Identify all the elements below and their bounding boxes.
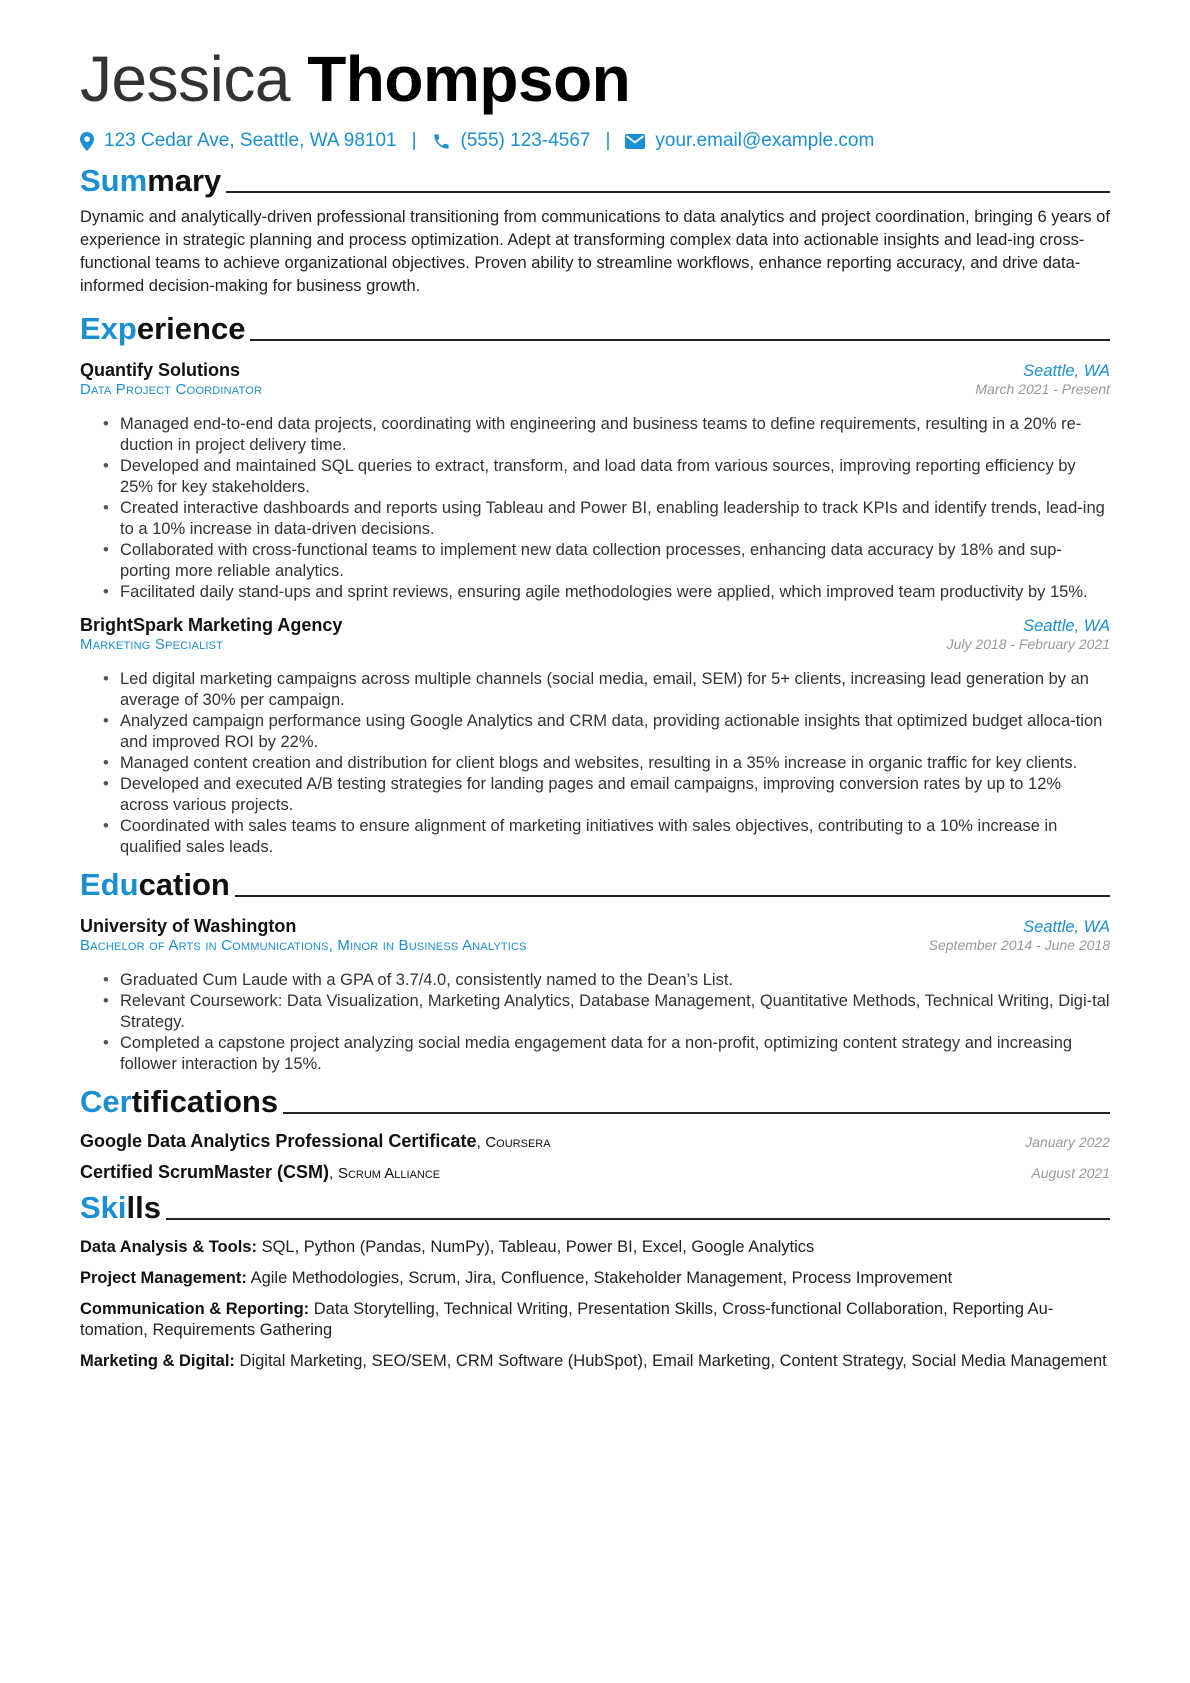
skill-category: Communication & Reporting: — [80, 1300, 310, 1318]
map-pin-icon — [80, 132, 94, 151]
cert-issuer: Scrum Alliance — [337, 1165, 441, 1182]
address-item — [80, 130, 397, 152]
summary-heading — [80, 162, 1110, 200]
cert-date: August 2021 — [1031, 1165, 1110, 1181]
heading-rest: cation — [138, 867, 230, 902]
phone-icon — [432, 132, 451, 151]
skill-values: SQL, Python (Pandas, NumPy), Tableau, Power BI, Excel, Google Analytics — [261, 1238, 815, 1256]
experience-heading — [80, 310, 1110, 348]
certification-item: Certified ScrumMaster (CSM), Scrum Alliance August 2021 — [80, 1162, 1110, 1182]
skill-row — [80, 1351, 1110, 1372]
skill-values: Digital Marketing, SEO/SEM, CRM Software (HubSpot), Email Marketing, Content Strategy, Social Media Management — [239, 1352, 1107, 1370]
email-text: your.email@example.com — [655, 130, 875, 151]
bullet-item: • Graduated Cum Laude with a GPA of 3.7/4.0, consistently named to the Dean’s List. — [120, 970, 1110, 991]
bullet-item: • Developed and maintained SQL queries to extract, transform, and load data from various sources, improving reporting efficiency by 25% for key stakeholders. — [120, 456, 1110, 498]
bullet-item: • Coordinated with sales teams to ensure alignment of marketing initiatives with sales objectives, contributing to a 10% increase in qualified sales leads. — [120, 816, 1110, 858]
job-location: Seattle, WA — [1023, 617, 1110, 635]
school-location: Seattle, WA — [1023, 918, 1110, 936]
education-heading — [80, 866, 1110, 904]
company-name: Quantify Solutions — [80, 360, 240, 380]
cert-date: January 2022 — [1025, 1134, 1110, 1150]
job-bullets — [80, 414, 1110, 603]
heading-rest: tifications — [131, 1084, 279, 1119]
skill-category: Data Analysis & Tools: — [80, 1238, 257, 1256]
bullet-item: • Managed content creation and distribution for client blogs and websites, resulting in a 35% increase in organic traffic for key clients. — [120, 753, 1110, 774]
heading-rule — [250, 339, 1110, 341]
heading-rule — [235, 895, 1110, 897]
job-entry — [80, 615, 1110, 858]
job-title: Data Project Coordinator — [80, 381, 263, 398]
education-dates: September 2014 - June 2018 — [928, 937, 1110, 953]
candidate-name — [80, 38, 1110, 120]
heading-accent: Edu — [80, 867, 139, 902]
phone-item[interactable] — [432, 130, 591, 152]
job-dates: July 2018 - February 2021 — [946, 636, 1110, 652]
bullet-item: • Led digital marketing campaigns across multiple channels (social media, email, SEM) for 5+ clients, increasing lead generation by an average of 30% per campaign. — [120, 669, 1110, 711]
skills-heading — [80, 1189, 1110, 1227]
job-bullets — [80, 669, 1110, 858]
cert-issuer: Coursera — [485, 1134, 551, 1151]
skill-category: Project Management: — [80, 1269, 247, 1287]
education-entry — [80, 916, 1110, 1075]
contact-separator: | — [411, 130, 417, 151]
company-name: BrightSpark Marketing Agency — [80, 615, 343, 635]
bullet-item: • Analyzed campaign performance using Google Analytics and CRM data, providing actionable insights that optimized budget alloca-tion and improved ROI by 22%. — [120, 711, 1110, 753]
bullet-item: • Facilitated daily stand-ups and sprint reviews, ensuring agile methodologies were applied, which improved team productivity by 15%. — [120, 582, 1110, 603]
bullet-item: • Relevant Coursework: Data Visualization, Marketing Analytics, Database Management, Quantitative Methods, Technical Writing, Digi-tal Strategy. — [120, 991, 1110, 1033]
heading-accent: Cer — [80, 1084, 132, 1119]
degree: Bachelor of Arts in Communications, Minor in Business Analytics — [80, 937, 527, 954]
skill-values: Agile Methodologies, Scrum, Jira, Confluence, Stakeholder Management, Process Improvement — [250, 1269, 953, 1287]
heading-rest: erience — [136, 311, 246, 346]
job-dates: March 2021 - Present — [975, 381, 1110, 397]
last-name: Thompson — [307, 43, 631, 115]
job-location: Seattle, WA — [1023, 362, 1110, 380]
skill-values: Data Storytelling, Technical Writing, Presentation Skills, Cross-functional Collaboration, Reporting Au-tomation, Requirements Gathering — [80, 1300, 1054, 1339]
first-name: Jessica — [80, 43, 290, 115]
contact-bar — [80, 130, 1110, 152]
bullet-item: • Completed a capstone project analyzing social media engagement data for a non-profit, optimizing content strategy and increasing follower interaction by 15%. — [120, 1033, 1110, 1075]
skill-row — [80, 1268, 1110, 1289]
school-name: University of Washington — [80, 916, 297, 936]
summary-text: Dynamic and analytically-driven professional transitioning from communications to data analytics and project coordination, bringing 6 years of experience in strategic planning and process optimization. Adept at transforming complex data into actionable insights and lead-ing cross-functional teams to achieve organizational objectives. Proven ability to streamline workflows, enhance reporting accuracy, and drive data-informed decision-making for business growth. — [80, 208, 1110, 295]
heading-rule — [226, 191, 1110, 193]
bullet-item: • Developed and executed A/B testing strategies for landing pages and email campaigns, improving conversion rates by up to 12% across various projects. — [120, 774, 1110, 816]
heading-accent: Exp — [80, 311, 137, 346]
skill-row — [80, 1237, 1110, 1258]
skill-category: Marketing & Digital: — [80, 1352, 235, 1370]
heading-rest: mary — [147, 163, 222, 198]
bullet-item: • Collaborated with cross-functional teams to implement new data collection processes, enhancing data accuracy by 18% and sup-porting more reliable analytics. — [120, 540, 1110, 582]
certification-item: Google Data Analytics Professional Certificate, Coursera January 2022 — [80, 1131, 1110, 1151]
education-bullets — [80, 970, 1110, 1075]
heading-accent: Ski — [80, 1190, 127, 1225]
bullet-item: • Managed end-to-end data projects, coordinating with engineering and business teams to define requirements, resulting in a 20% re-duction in project delivery time. — [120, 414, 1110, 456]
heading-accent: Sum — [80, 163, 148, 198]
certifications-heading — [80, 1083, 1110, 1121]
skill-row — [80, 1299, 1110, 1341]
envelope-icon — [625, 134, 645, 149]
heading-rule — [283, 1112, 1110, 1114]
job-title: Marketing Specialist — [80, 636, 224, 653]
cert-name: Certified ScrumMaster (CSM) — [80, 1162, 330, 1182]
heading-rest: lls — [126, 1190, 161, 1225]
cert-name: Google Data Analytics Professional Certificate — [80, 1131, 477, 1151]
heading-rule — [166, 1218, 1110, 1220]
contact-separator: | — [605, 130, 611, 151]
job-entry — [80, 360, 1110, 603]
bullet-item: • Created interactive dashboards and reports using Tableau and Power BI, enabling leadership to track KPIs and identify trends, lead-ing to a 10% increase in data-driven decisions. — [120, 498, 1110, 540]
email-item[interactable] — [625, 130, 874, 152]
phone-text: (555) 123-4567 — [460, 130, 591, 151]
address-text: 123 Cedar Ave, Seattle, WA 98101 — [104, 130, 397, 151]
